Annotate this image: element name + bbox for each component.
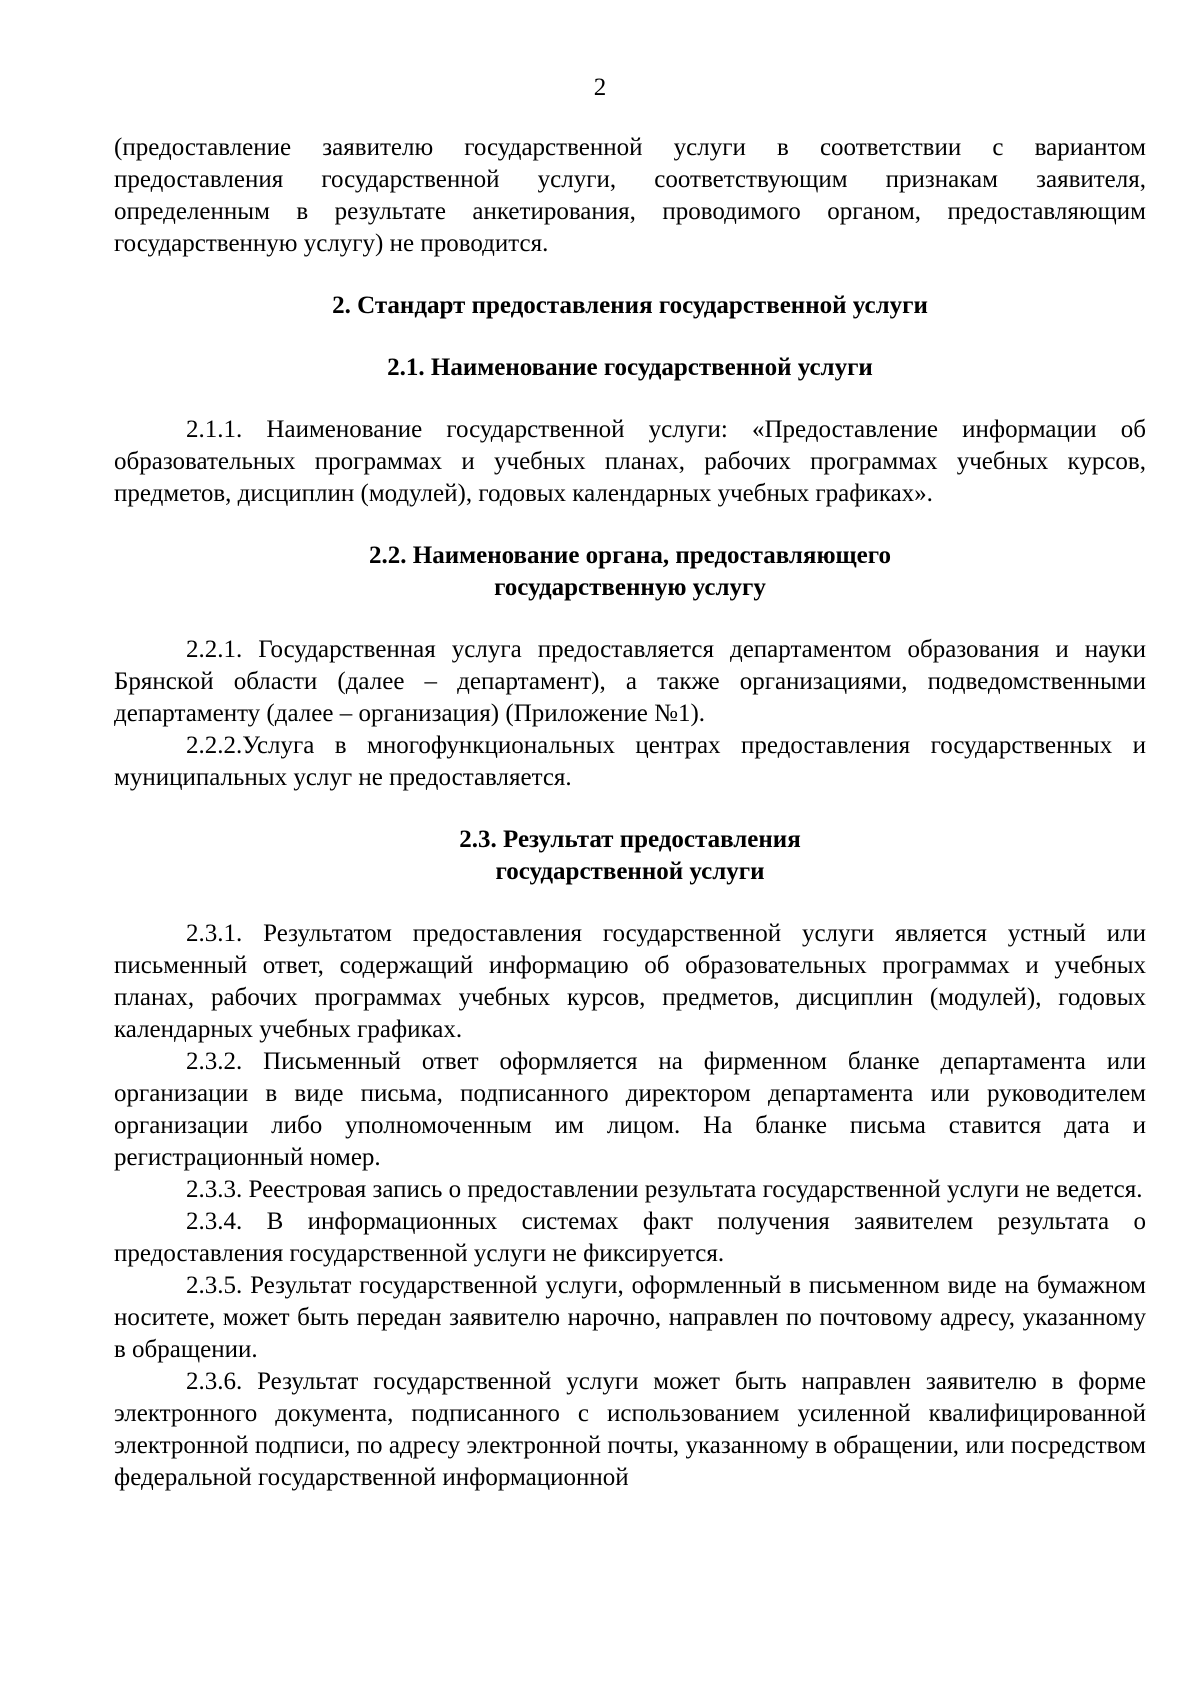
section-2-title: 2. Стандарт предоставления государственной услуги — [332, 292, 928, 319]
paragraph-2-3-1: 2.3.1. Результатом предоставления государственной услуги является устный или письменный ответ, содержащий информацию об образовательных программах и учебных планах, рабочих программах учебных курсов, предметов, дисциплин (модулей), годовых календарных учебных графиках. — [114, 920, 1146, 1043]
section-2-1-title: 2.1. Наименование государственной услуги — [387, 354, 873, 381]
section-2-2-title-line1: 2.2. Наименование органа, предоставляющего — [369, 542, 891, 569]
section-2-2-title-line2: государственную услугу — [494, 574, 766, 601]
paragraph-2-3-3: 2.3.3. Реестровая запись о предоставлении результата государственной услуги не ведется. — [186, 1176, 1143, 1203]
paragraph-2-3-5: 2.3.5. Результат государственной услуги, оформленный в письменном виде на бумажном носитете, может быть передан заявителю нарочно, направлен по почтовому адресу, указанному в обращении. — [114, 1272, 1146, 1363]
section-2-heading — [114, 290, 1146, 322]
paragraph-2-3-6: 2.3.6. Результат государственной услуги может быть направлен заявителю в форме электронного документа, подписанного с использованием усиленной квалифицированной электронной подписи, по адресу электронной почты, указанному в обращении, или посредством федеральной государственной информационной — [114, 1368, 1146, 1491]
paragraph-2-3-2: 2.3.2. Письменный ответ оформляется на фирменном бланке департамента или организации в виде письма, подписанного директором департамента или руководителем организации либо уполномоченным им лицом. На бланке письма ставится дата и регистрационный номер. — [114, 1048, 1146, 1171]
section-2-3-heading — [114, 824, 1146, 888]
section-2-2-heading — [114, 540, 1146, 604]
document-body — [114, 132, 1146, 1494]
page-number: 2 — [593, 74, 607, 101]
section-2-1-heading — [114, 352, 1146, 384]
section-2-3-title-line2: государственной услуги — [495, 858, 765, 885]
section-2-3-title-line1: 2.3. Результат предоставления — [459, 826, 801, 853]
paragraph-2-1-1: 2.1.1. Наименование государственной услуги: «Предоставление информации об образовательных программах и учебных планах, рабочих программах учебных курсов, предметов, дисциплин (модулей), годовых календарных учебных графиках». — [114, 416, 1146, 507]
paragraph-2-3-4: 2.3.4. В информационных системах факт получения заявителем результата о предоставления государственной услуги не фиксируется. — [114, 1208, 1146, 1267]
paragraph-2-2-2: 2.2.2.Услуга в многофункциональных центрах предоставления государственных и муниципальных услуг не предоставляется. — [114, 732, 1146, 791]
intro-paragraph: (предоставление заявителю государственной услуги в соответствии с вариантом предоставления государственной услуги, соответствующим признакам заявителя, определенным в результате анкетирования, проводимого органом, предоставляющим государственную услугу) не проводится. — [114, 134, 1146, 257]
paragraph-2-2-1: 2.2.1. Государственная услуга предоставляется департаментом образования и науки Брянской области (далее – департамент), а также организациями, подведомственными департаменту (далее – организация) (Приложение №1). — [114, 636, 1146, 727]
